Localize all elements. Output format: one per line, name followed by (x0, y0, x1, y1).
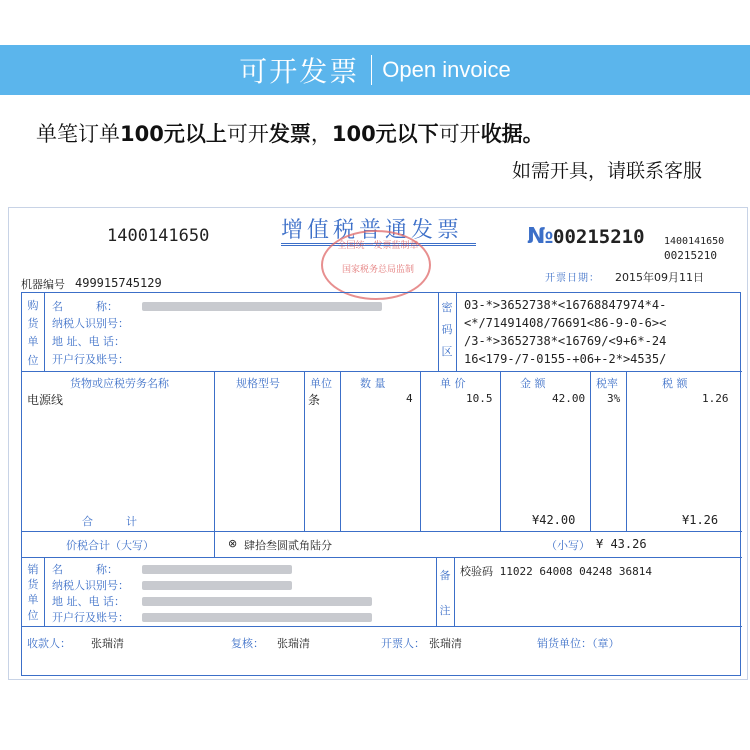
side-char: 销 (27, 563, 39, 576)
machine-number-label: 机器编号 (21, 278, 65, 291)
seller-tax-id-label: 纳税人识别号： (52, 579, 129, 592)
notice-segment: 100元以上 (120, 122, 227, 146)
contact-service-notice: 如需开具，请联系客服 (511, 160, 702, 182)
side-char: 单 (27, 593, 39, 607)
notice-segment: 可开 (438, 122, 481, 146)
grid-line (22, 557, 742, 558)
stamp-text-bottom: 国家税务总局监制 (341, 265, 414, 275)
total-cn-icon: ⊗ (228, 537, 238, 550)
buyer-bank-label: 开户行及账号： (52, 353, 129, 366)
col-header-name: 货物或应税劳务名称 (70, 377, 169, 390)
side-char: 码 (441, 323, 453, 337)
invoice-policy-notice (36, 118, 544, 148)
grid-line (438, 293, 439, 371)
grid-line (456, 293, 457, 371)
grid-line (626, 371, 627, 531)
cipher-line: <*/71491408/76691<86-9-0-6>< (464, 316, 667, 330)
drawer-label: 开票人： (381, 637, 425, 650)
grid-line (340, 371, 341, 531)
drawer-name: 张瑞清 (429, 637, 462, 650)
banner-title-en: Open invoice (382, 57, 511, 82)
col-header-qty: 数 量 (360, 377, 386, 390)
reviewer-label: 复核： (231, 637, 264, 650)
redacted-seller-address (142, 597, 372, 606)
side-char: 货 (27, 317, 39, 331)
redacted-seller-bank (142, 613, 372, 622)
total-amount: ¥ 43.26 (596, 537, 647, 551)
verification-code: 校验码 11022 64008 04248 36814 (460, 565, 652, 578)
buyer-side-label (27, 299, 39, 367)
invoice-image (8, 207, 748, 680)
seller-name-label: 名 称： (52, 563, 118, 576)
notice-segment: 100元以下 (331, 122, 439, 146)
top-banner (0, 45, 750, 95)
subtotal-label: 合 计 (82, 515, 137, 528)
redacted-seller-tax-id (142, 581, 292, 590)
stamp-text-top: 全国统一发票监制章 (337, 241, 419, 251)
grid-line (420, 371, 421, 531)
banner-title-cn: 可开发票 (239, 55, 360, 88)
banner-divider (371, 55, 372, 85)
redacted-buyer-name (142, 302, 382, 311)
col-header-tax-rate: 税率 (596, 377, 618, 390)
col-header-tax: 税 额 (662, 377, 688, 390)
redacted-seller-name (142, 565, 292, 574)
side-char: 位 (27, 608, 39, 622)
side-char: 备 (439, 569, 451, 582)
item-unit: 条 (308, 393, 321, 407)
total-small-label: （小写） (546, 539, 590, 552)
grid-line (22, 626, 742, 627)
number-mark: № (527, 224, 554, 249)
item-tax: 1.26 (702, 392, 729, 405)
total-in-words: 肆拾叁圆贰角陆分 (244, 539, 332, 552)
grid-line (22, 531, 742, 532)
seller-address-label: 地 址、电 话： (52, 595, 125, 608)
invoice-number: 00215210 (553, 226, 645, 248)
grid-line (22, 371, 742, 372)
banner-content (0, 45, 750, 95)
side-char: 单 (27, 335, 39, 349)
side-char: 货 (27, 578, 39, 592)
col-header-spec: 规格型号 (236, 377, 280, 390)
grid-line (500, 371, 501, 531)
grid-line (214, 371, 215, 531)
invoice-grid (21, 292, 741, 676)
side-char: 购 (27, 299, 39, 312)
item-tax-rate: 3% (607, 392, 621, 405)
machine-number: 499915745129 (75, 276, 162, 290)
invoice-code: 1400141650 (107, 226, 210, 246)
reviewer-name: 张瑞清 (277, 637, 310, 650)
cipher-line: /3-*>3652738*<16769/<9+6*-24 (464, 334, 667, 348)
side-char: 注 (439, 604, 451, 618)
grid-line (436, 557, 437, 626)
grid-line (44, 293, 45, 371)
item-name: 电源线 (27, 393, 64, 407)
side-invoice-number: 00215210 (664, 249, 717, 262)
date-label: 开票日期： (545, 273, 600, 284)
notice-segment: 收据。 (480, 122, 544, 146)
col-header-unit: 单位 (310, 377, 332, 390)
buyer-address-label: 地 址、电 话： (52, 335, 125, 348)
item-qty: 4 (406, 392, 413, 405)
side-char: 位 (27, 353, 39, 367)
invoice-date: 2015年09月11日 (615, 271, 704, 284)
notice-segment: 单笔订单 (36, 122, 120, 146)
seller-side-label (27, 563, 39, 622)
supervision-stamp (321, 230, 431, 300)
subtotal-amount: ¥42.00 (532, 513, 576, 527)
col-header-amount: 金 额 (520, 377, 546, 390)
payee-label: 收款人： (27, 637, 71, 650)
subtotal-tax: ¥1.26 (682, 513, 719, 527)
item-price: 10.5 (466, 392, 493, 405)
side-char: 密 (441, 301, 453, 314)
side-invoice-code: 1400141650 (664, 236, 725, 247)
notice-segment: ， (310, 122, 332, 146)
seller-seal-label: 销货单位：（章） (537, 637, 620, 650)
invoice-title: 增值税普通发票 (281, 218, 464, 243)
grid-line (44, 557, 45, 626)
grid-line (304, 371, 305, 531)
cipher-line: 16<179-/7-0155-+06+-2*>4535/ (464, 352, 667, 366)
remarks-side-label (439, 569, 451, 617)
item-amount: 42.00 (552, 392, 586, 405)
buyer-tax-id-label: 纳税人识别号： (52, 317, 129, 330)
total-label: 价税合计（大写） (66, 539, 154, 552)
seller-bank-label: 开户行及账号： (52, 611, 129, 624)
grid-line (454, 557, 455, 626)
cipher-side-label (441, 301, 453, 359)
col-header-price: 单 价 (440, 377, 466, 390)
notice-segment: 发票 (268, 122, 311, 146)
buyer-name-label: 名 称： (52, 300, 118, 313)
cipher-line: 03-*>3652738*<16768847974*4- (464, 298, 667, 312)
payee-name: 张瑞清 (91, 637, 124, 650)
grid-line (590, 371, 591, 531)
grid-line (214, 531, 215, 557)
side-char: 区 (441, 345, 453, 359)
notice-segment: 可开 (226, 122, 269, 146)
